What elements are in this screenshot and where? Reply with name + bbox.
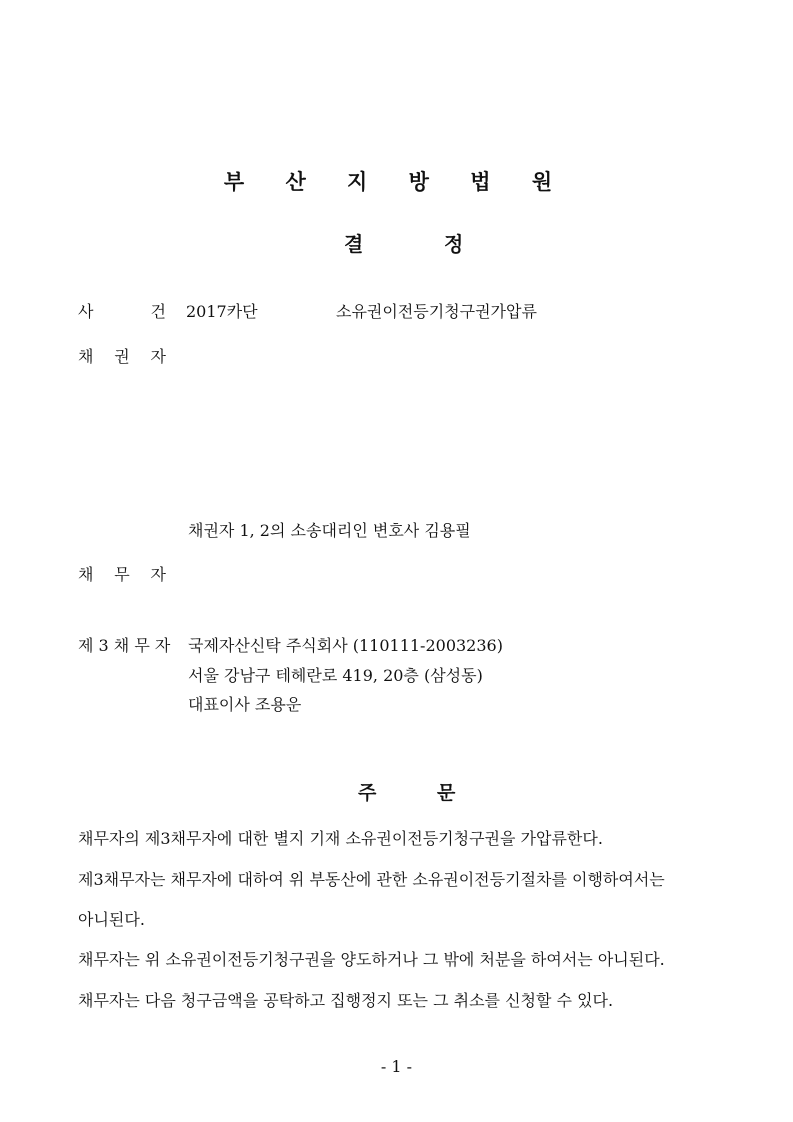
order-heading-char-1: 주 [358,782,377,804]
third-debtor-name: 국제자산신탁 주식회사 (110111-2003236) [188,636,503,655]
creditor-representative: 채권자 1, 2의 소송대리인 변호사 김용필 [188,521,471,540]
debtor-label-char: 무 [114,565,130,584]
creditor-label [78,344,166,367]
third-debtor-address: 서울 강남구 테헤란로 419, 20층 (삼성동) [188,666,483,685]
order-heading-char-2: 문 [437,782,456,804]
doc-type-char-2: 정 [444,232,464,256]
creditor-label-char: 채 [78,347,94,366]
case-label-char: 건 [150,302,166,321]
order-line: 채무자는 위 소유권이전등기청구권을 양도하거나 그 밖에 처분을 하여서는 아니된다. [78,950,665,969]
debtor-label [78,562,166,585]
court-name: 부 산 지 방 법 원 [223,170,570,194]
creditor-label-char: 권 [114,347,130,366]
case-label [78,299,166,322]
page-number: - 1 - [380,1057,413,1076]
debtor-label-char: 채 [78,565,94,584]
debtor-label-char: 자 [150,565,166,584]
order-line: 제3채무자는 채무자에 대하여 위 부동산에 관한 소유권이전등기절차를 이행하여서는 [78,870,665,889]
third-debtor-label: 제 3 채 무 자 [78,636,171,655]
doc-type-char-1: 결 [344,232,364,256]
order-line: 아니된다. [78,910,145,929]
order-line: 채무자는 다음 청구금액을 공탁하고 집행정지 또는 그 취소를 신청할 수 있다. [78,991,614,1010]
case-label-char: 사 [78,302,94,321]
case-number: 2017카단 [186,302,258,321]
order-line: 채무자의 제3채무자에 대한 별지 기재 소유권이전등기청구권을 가압류한다. [78,829,603,848]
case-title: 소유권이전등기청구권가압류 [336,302,537,321]
third-debtor-ceo: 대표이사 조용운 [188,695,302,714]
creditor-label-char: 자 [150,347,166,366]
